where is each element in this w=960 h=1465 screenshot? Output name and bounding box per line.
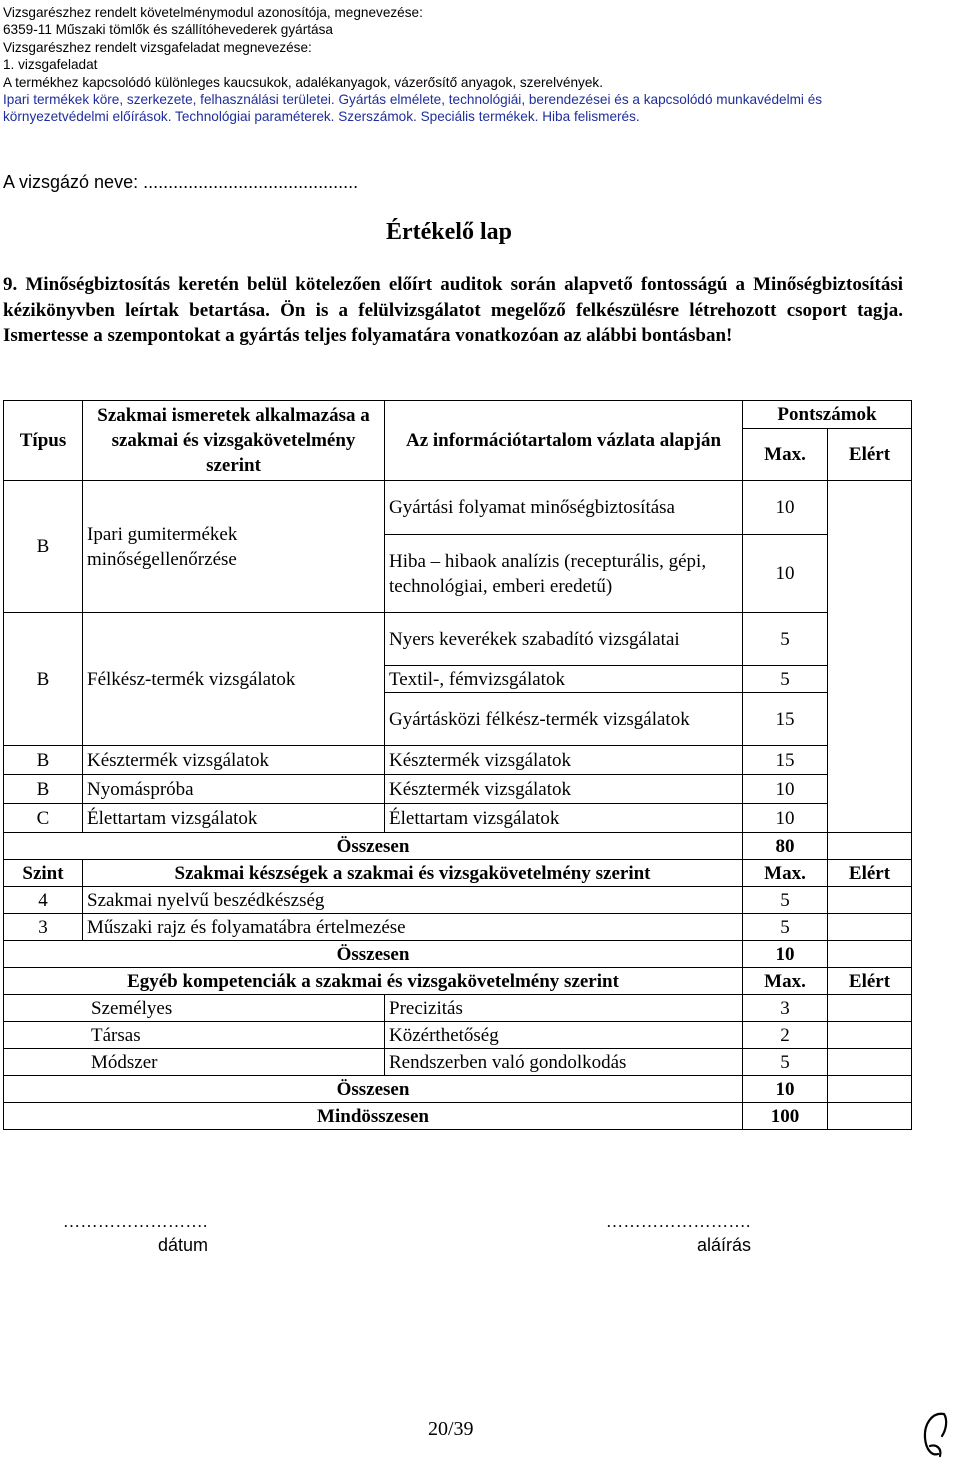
skills-header-elert: Elért — [828, 860, 912, 887]
row-3-name: Élettartam vizsgálatok — [83, 804, 385, 833]
skill-2-level: 3 — [4, 914, 83, 941]
b1-item-1-max: 10 — [743, 481, 828, 535]
row-1-type: B — [4, 746, 83, 775]
task-description: 9. Minőségbiztosítás keretén belül kötelezően előírt auditok során alapvető fontosságú a Minőségbiztosítási kézikönyvben leírtak betartása. Ön is a felülvizsgálatot megelőző felkészülésre létrehozott csoport tagja. Ismertesse a szempontokat a gyártás teljes folyamatára vonatkozóan az alábbi bontásban! — [3, 274, 903, 346]
total-1-label: Összesen — [4, 833, 743, 860]
b2-item-2: Textil-, fémvizsgálatok — [385, 666, 743, 693]
grand-total-value: 100 — [743, 1103, 828, 1130]
grand-total-label: Mindösszesen — [4, 1103, 743, 1130]
b2-item-1-max: 5 — [743, 613, 828, 666]
elert-cell-1 — [828, 481, 912, 833]
total-3-value: 10 — [743, 1076, 828, 1103]
row-1-max: 15 — [743, 746, 828, 775]
total-2-label: Összesen — [4, 941, 743, 968]
grand-total-elert — [828, 1103, 912, 1130]
row-3-info: Élettartam vizsgálatok — [385, 804, 743, 833]
comp-2-max: 2 — [743, 1022, 828, 1049]
logo-icon — [918, 1408, 954, 1465]
b2-item-3: Gyártásközi félkész-termék vizsgálatok — [385, 693, 743, 746]
skill-1-elert — [828, 887, 912, 914]
b1-type: B — [4, 481, 83, 613]
header-line-6: Ipari termékek köre, szerkezete, felhasználási területei. Gyártás elmélete, technológiái, berendezései és a kapcsolódó munkavédelmi és — [3, 92, 823, 108]
date-dots: ……………………. — [63, 1212, 208, 1231]
date-label: dátum — [158, 1235, 209, 1255]
b2-item-3-max: 15 — [743, 693, 828, 746]
comp-2-cat: Társas — [4, 1022, 385, 1049]
row-1-name: Késztermék vizsgálatok — [83, 746, 385, 775]
row-2-info: Késztermék vizsgálatok — [385, 775, 743, 804]
examinee-name-line: A vizsgázó neve: ........................................... — [3, 172, 359, 192]
skill-1-level: 4 — [4, 887, 83, 914]
total-1-value: 80 — [743, 833, 828, 860]
comp-3-elert — [828, 1049, 912, 1076]
row-2-name: Nyomáspróba — [83, 775, 385, 804]
row-3-type: C — [4, 804, 83, 833]
comp-2-elert — [828, 1022, 912, 1049]
header-tipus: Típus — [4, 401, 83, 481]
total-3-elert — [828, 1076, 912, 1103]
b2-type: B — [4, 613, 83, 746]
header-info: Az információtartalom vázlata alapján — [385, 401, 743, 481]
total-2-value: 10 — [743, 941, 828, 968]
skills-header-szint: Szint — [4, 860, 83, 887]
header-line-4: 1. vizsgafeladat — [3, 57, 98, 73]
b1-item-2-max: 10 — [743, 535, 828, 613]
comp-1-cat: Személyes — [4, 995, 385, 1022]
header-szakmai: Szakmai ismeretek alkalmazása a szakmai és vizsgakövetelmény szerint — [83, 401, 385, 481]
b2-item-1: Nyers keverékek szabadító vizsgálatai — [385, 613, 743, 666]
header-elert: Elért — [828, 429, 912, 481]
b2-item-2-max: 5 — [743, 666, 828, 693]
skills-header-title: Szakmai készségek a szakmai és vizsgakövetelmény szerint — [83, 860, 743, 887]
header-max: Max. — [743, 429, 828, 481]
total-2-elert — [828, 941, 912, 968]
comp-header-title: Egyéb kompetenciák a szakmai és vizsgakövetelmény szerint — [4, 968, 743, 995]
header-line-1: Vizsgarészhez rendelt követelménymodul azonosítója, megnevezése: — [3, 5, 423, 20]
header-line-2: 6359-11 Műszaki tömlők és szállítóhevederek gyártása — [3, 22, 333, 38]
page-title: Értékelő lap — [386, 219, 512, 245]
skill-2-max: 5 — [743, 914, 828, 941]
comp-2-name: Közérthetőség — [385, 1022, 743, 1049]
header-line-3: Vizsgarészhez rendelt vizsgafeladat megnevezése: — [3, 39, 312, 55]
b2-name: Félkész-termék vizsgálatok — [83, 613, 385, 746]
comp-1-max: 3 — [743, 995, 828, 1022]
comp-3-cat: Módszer — [4, 1049, 385, 1076]
page-header — [3, 4, 953, 126]
header-line-7: környezetvédelmi előírások. Technológiai paraméterek. Szerszámok. Speciális termékek. Hiba felismerés. — [3, 109, 640, 125]
row-2-max: 10 — [743, 775, 828, 804]
row-3-max: 10 — [743, 804, 828, 833]
header-line-5: A termékhez kapcsolódó különleges kaucsukok, adalékanyagok, vázerősítő anyagok, szerelvények. — [3, 74, 603, 90]
signature-label: aláírás — [697, 1235, 752, 1255]
total-1-elert — [828, 833, 912, 860]
skill-2-elert — [828, 914, 912, 941]
skills-header-max: Max. — [743, 860, 828, 887]
b1-item-1: Gyártási folyamat minőségbiztosítása — [385, 481, 743, 535]
evaluation-table — [3, 400, 912, 1130]
comp-1-name: Precizitás — [385, 995, 743, 1022]
header-pontszamok: Pontszámok — [743, 401, 912, 429]
total-3-label: Összesen — [4, 1076, 743, 1103]
skill-1-name: Szakmai nyelvű beszédkészség — [83, 887, 743, 914]
skill-1-max: 5 — [743, 887, 828, 914]
b1-item-2: Hiba – hibaok analízis (recepturális, gépi, technológiai, emberi eredetű) — [385, 535, 743, 613]
comp-header-max: Max. — [743, 968, 828, 995]
skill-2-name: Műszaki rajz és folyamatábra értelmezése — [83, 914, 743, 941]
page-number: 20/39 — [428, 1418, 474, 1440]
comp-3-max: 5 — [743, 1049, 828, 1076]
row-1-info: Késztermék vizsgálatok — [385, 746, 743, 775]
signature-dots: ……………………. — [606, 1212, 751, 1231]
comp-1-elert — [828, 995, 912, 1022]
comp-3-name: Rendszerben való gondolkodás — [385, 1049, 743, 1076]
b1-name: Ipari gumitermékek minőségellenőrzése — [83, 481, 385, 613]
comp-header-elert: Elért — [828, 968, 912, 995]
row-2-type: B — [4, 775, 83, 804]
